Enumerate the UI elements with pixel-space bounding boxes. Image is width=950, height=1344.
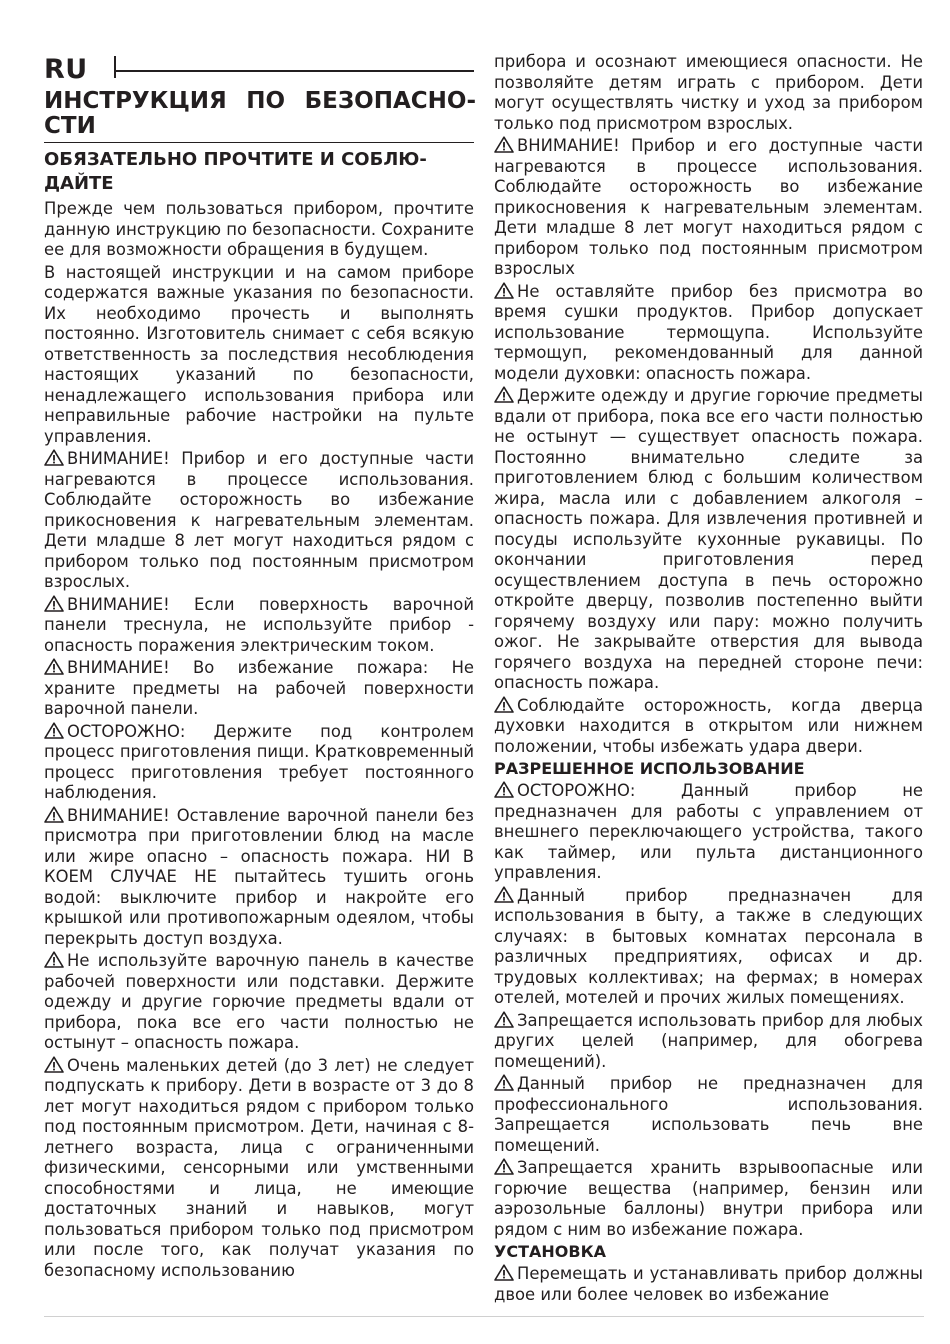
paragraph-text: ОСТОРОЖНО: Данный прибор не предназначен для работы с управлением от внешнего переключающего устройства, такого как таймер, или пульта дистанционного управления.: [494, 781, 923, 882]
paragraph-text: Запрещается использовать прибор для любых других целей (например, для обогрева помещений).: [494, 1010, 923, 1071]
warning-paragraph: [494, 282, 923, 385]
warning-paragraph: [44, 449, 474, 593]
warning-triangle-icon: [44, 595, 64, 612]
warning-paragraph: [494, 1264, 923, 1305]
heading-text: РАЗРЕШЕННОЕ ИСПОЛЬЗОВАНИЕ: [494, 759, 805, 778]
warning-triangle-icon: [44, 951, 64, 968]
warning-triangle-icon: [494, 781, 514, 798]
section-subtitle: ОБЯЗАТЕЛЬНО ПРОЧТИТЕ И СОБЛЮ-ДАЙТЕ: [44, 149, 427, 194]
header-divider: [114, 70, 474, 72]
warning-triangle-icon: [494, 1011, 514, 1028]
warning-paragraph: [44, 1056, 474, 1282]
section-heading: [494, 759, 923, 779]
header-divider-tick: [114, 56, 116, 78]
paragraph-text: ВНИМАНИЕ! Оставление варочной панели без присмотра при приготовлении блюд на масле или жире опасно – опасность пожара. НИ В КОЕМ СЛУЧАЕ НЕ пытайтесь тушить огонь водой: выключите прибор и накройте его крышкой или противопожарным одеялом, чтобы перекрыть доступ воздуха.: [44, 805, 474, 948]
paragraph-text: Очень маленьких детей (до 3 лет) не следует подпускать к прибору. Дети в возрасте от 3 до 8 лет могут находиться рядом с прибором только под постоянным присмотром. Дети, начиная с 8-летнего возраста, лица с ограниченными физическими, сенсорными или умственными способностями и лица, не имеющие достаточных знаний и навыков, могут пользоваться прибором только под присмотром или после того, как получат указания по безопасному использованию: [44, 1055, 474, 1280]
paragraph-text: Соблюдайте осторожность, когда дверца духовки находится в открытом или нижнем положении, чтобы избежать удара двери.: [494, 695, 923, 756]
warning-triangle-icon: [44, 658, 64, 675]
paragraph-text: Перемещать и устанавливать прибор должны двое или более человек во избежание: [494, 1264, 923, 1304]
paragraph: [494, 52, 923, 134]
paragraph: [44, 199, 474, 261]
warning-paragraph: [494, 136, 923, 280]
paragraph-text: ВНИМАНИЕ! Во избежание пожара: Не храните предметы на рабочей поверхности варочной панели.: [44, 658, 474, 718]
heading-text: УСТАНОВКА: [494, 1242, 607, 1261]
warning-triangle-icon: [494, 1264, 514, 1281]
warning-paragraph: [494, 1158, 923, 1240]
paragraph-text: ВНИМАНИЕ! Прибор и его доступные части нагреваются в процессе использования. Соблюдайте осторожность во избежание прикосновения к нагревательным элементам. Дети младше 8 лет могут находиться рядом с прибором только под постоянным присмотром взрослых: [494, 136, 923, 278]
subtitle-divider: [44, 142, 474, 143]
paragraph-text: ВНИМАНИЕ! Прибор и его доступные части нагреваются в процессе использования. Соблюдайте осторожность во избежание прикосновения к нагревательным элементам. Дети младше 8 лет могут находиться рядом с прибором только под постоянным присмотром взрослых.: [44, 449, 474, 591]
warning-triangle-icon: [494, 886, 514, 903]
paragraph-text: Запрещается хранить взрывоопасные или горючие вещества (например, бензин или аэрозольные баллоны) внутри прибора или рядом с ним во избежание пожара.: [494, 1158, 923, 1239]
warning-triangle-icon: [494, 1074, 514, 1091]
paragraph-text: Не используйте варочную панель в качестве рабочей поверхности или подставки. Держите одежду и другие горючие предметы вдали от прибора, пока все его части полностью не остынут – опасность пожара.: [44, 951, 474, 1052]
warning-triangle-icon: [494, 386, 514, 403]
paragraph-text: Прежде чем пользоваться прибором, прочтите данную инструкцию по безопасности. Сохраните ее для возможности обращения в будущем.: [44, 199, 474, 259]
paragraph-text: Держите одежду и другие горючие предметы вдали от прибора, пока все его части полностью не остынут — существует опасность пожара. Постоянно внимательно следите за приготовлением блюд с большим количеством жира, масла или с добавлением алкоголя – опасность пожара. Для извлечения противней и посуды используйте кухонные рукавицы. По окончании приготовления перед осуществлением доступа в печь осторожно откройте дверцу, позволив постепенно выйти горячему воздуху или пару: можно получить ожог. Не закрывайте отверстия для вывода горячего воздуха на передней стороне печи: опасность пожара.: [494, 386, 923, 692]
paragraph-text: Не оставляйте прибор без присмотра во время сушки продуктов. Прибор допускает использование термощупа. Используйте термощуп, рекомендованный для данной модели духовки: опасность пожара.: [494, 281, 923, 383]
warning-paragraph: [494, 781, 923, 884]
warning-paragraph: [44, 658, 474, 720]
paragraph: [44, 263, 474, 448]
right-column: [494, 52, 923, 1307]
warning-paragraph: [44, 951, 474, 1054]
warning-paragraph: [494, 1011, 923, 1073]
warning-paragraph: [44, 595, 474, 657]
language-code: RU: [44, 54, 88, 85]
paragraph-text: В настоящей инструкции и на самом приборе содержатся важные указания по безопасности. Их необходимо прочесть и выполнять постоянно. Изготовитель снимает с себя всякую ответственность за последствия несоблюдения настоящих указаний по безопасности, ненадлежащего использования прибора или неправильные рабочие настройки на пульте управления.: [44, 262, 474, 446]
paragraph-text: ОСТОРОЖНО: Держите под контролем процесс приготовления пищи. Кратковременный процесс приготовления требует постоянного наблюдения.: [44, 721, 474, 802]
warning-paragraph: [494, 696, 923, 758]
warning-triangle-icon: [44, 1056, 64, 1073]
paragraph-text: ВНИМАНИЕ! Если поверхность варочной панели треснула, не используйте прибор - опасность поражения электрическим током.: [44, 594, 474, 655]
warning-paragraph: [494, 386, 923, 694]
warning-paragraph: [44, 722, 474, 804]
warning-paragraph: [494, 886, 923, 1009]
warning-triangle-icon: [494, 136, 514, 153]
warning-paragraph: [44, 806, 474, 950]
warning-triangle-icon: [44, 449, 64, 466]
page-title: ИНСТРУКЦИЯ ПО БЕЗОПАСНО-СТИ: [44, 88, 476, 139]
warning-triangle-icon: [494, 282, 514, 299]
warning-paragraph: [494, 1074, 923, 1156]
paragraph-text: Данный прибор предназначен для использования в быту, а также в следующих случаях: в бытовых комнатах персонала в различных предприятиях, офисах и др. трудовых коллективах; на фермах; в номерах отелей, мотелей и прочих жилых помещениях.: [494, 885, 923, 1007]
page-bottom-rule: [44, 1316, 924, 1317]
warning-triangle-icon: [44, 722, 64, 739]
warning-triangle-icon: [494, 696, 514, 713]
paragraph-text: прибора и осознают имеющиеся опасности. Не позволяйте детям играть с прибором. Дети могут осуществлять чистку и уход за прибором только под присмотром взрослых.: [494, 52, 923, 133]
warning-triangle-icon: [494, 1158, 514, 1175]
warning-triangle-icon: [44, 806, 64, 823]
left-column: [44, 199, 474, 1283]
section-heading: [494, 1242, 923, 1262]
paragraph-text: Данный прибор не предназначен для профессионального использования. Запрещается использовать печь вне помещений.: [494, 1074, 923, 1155]
